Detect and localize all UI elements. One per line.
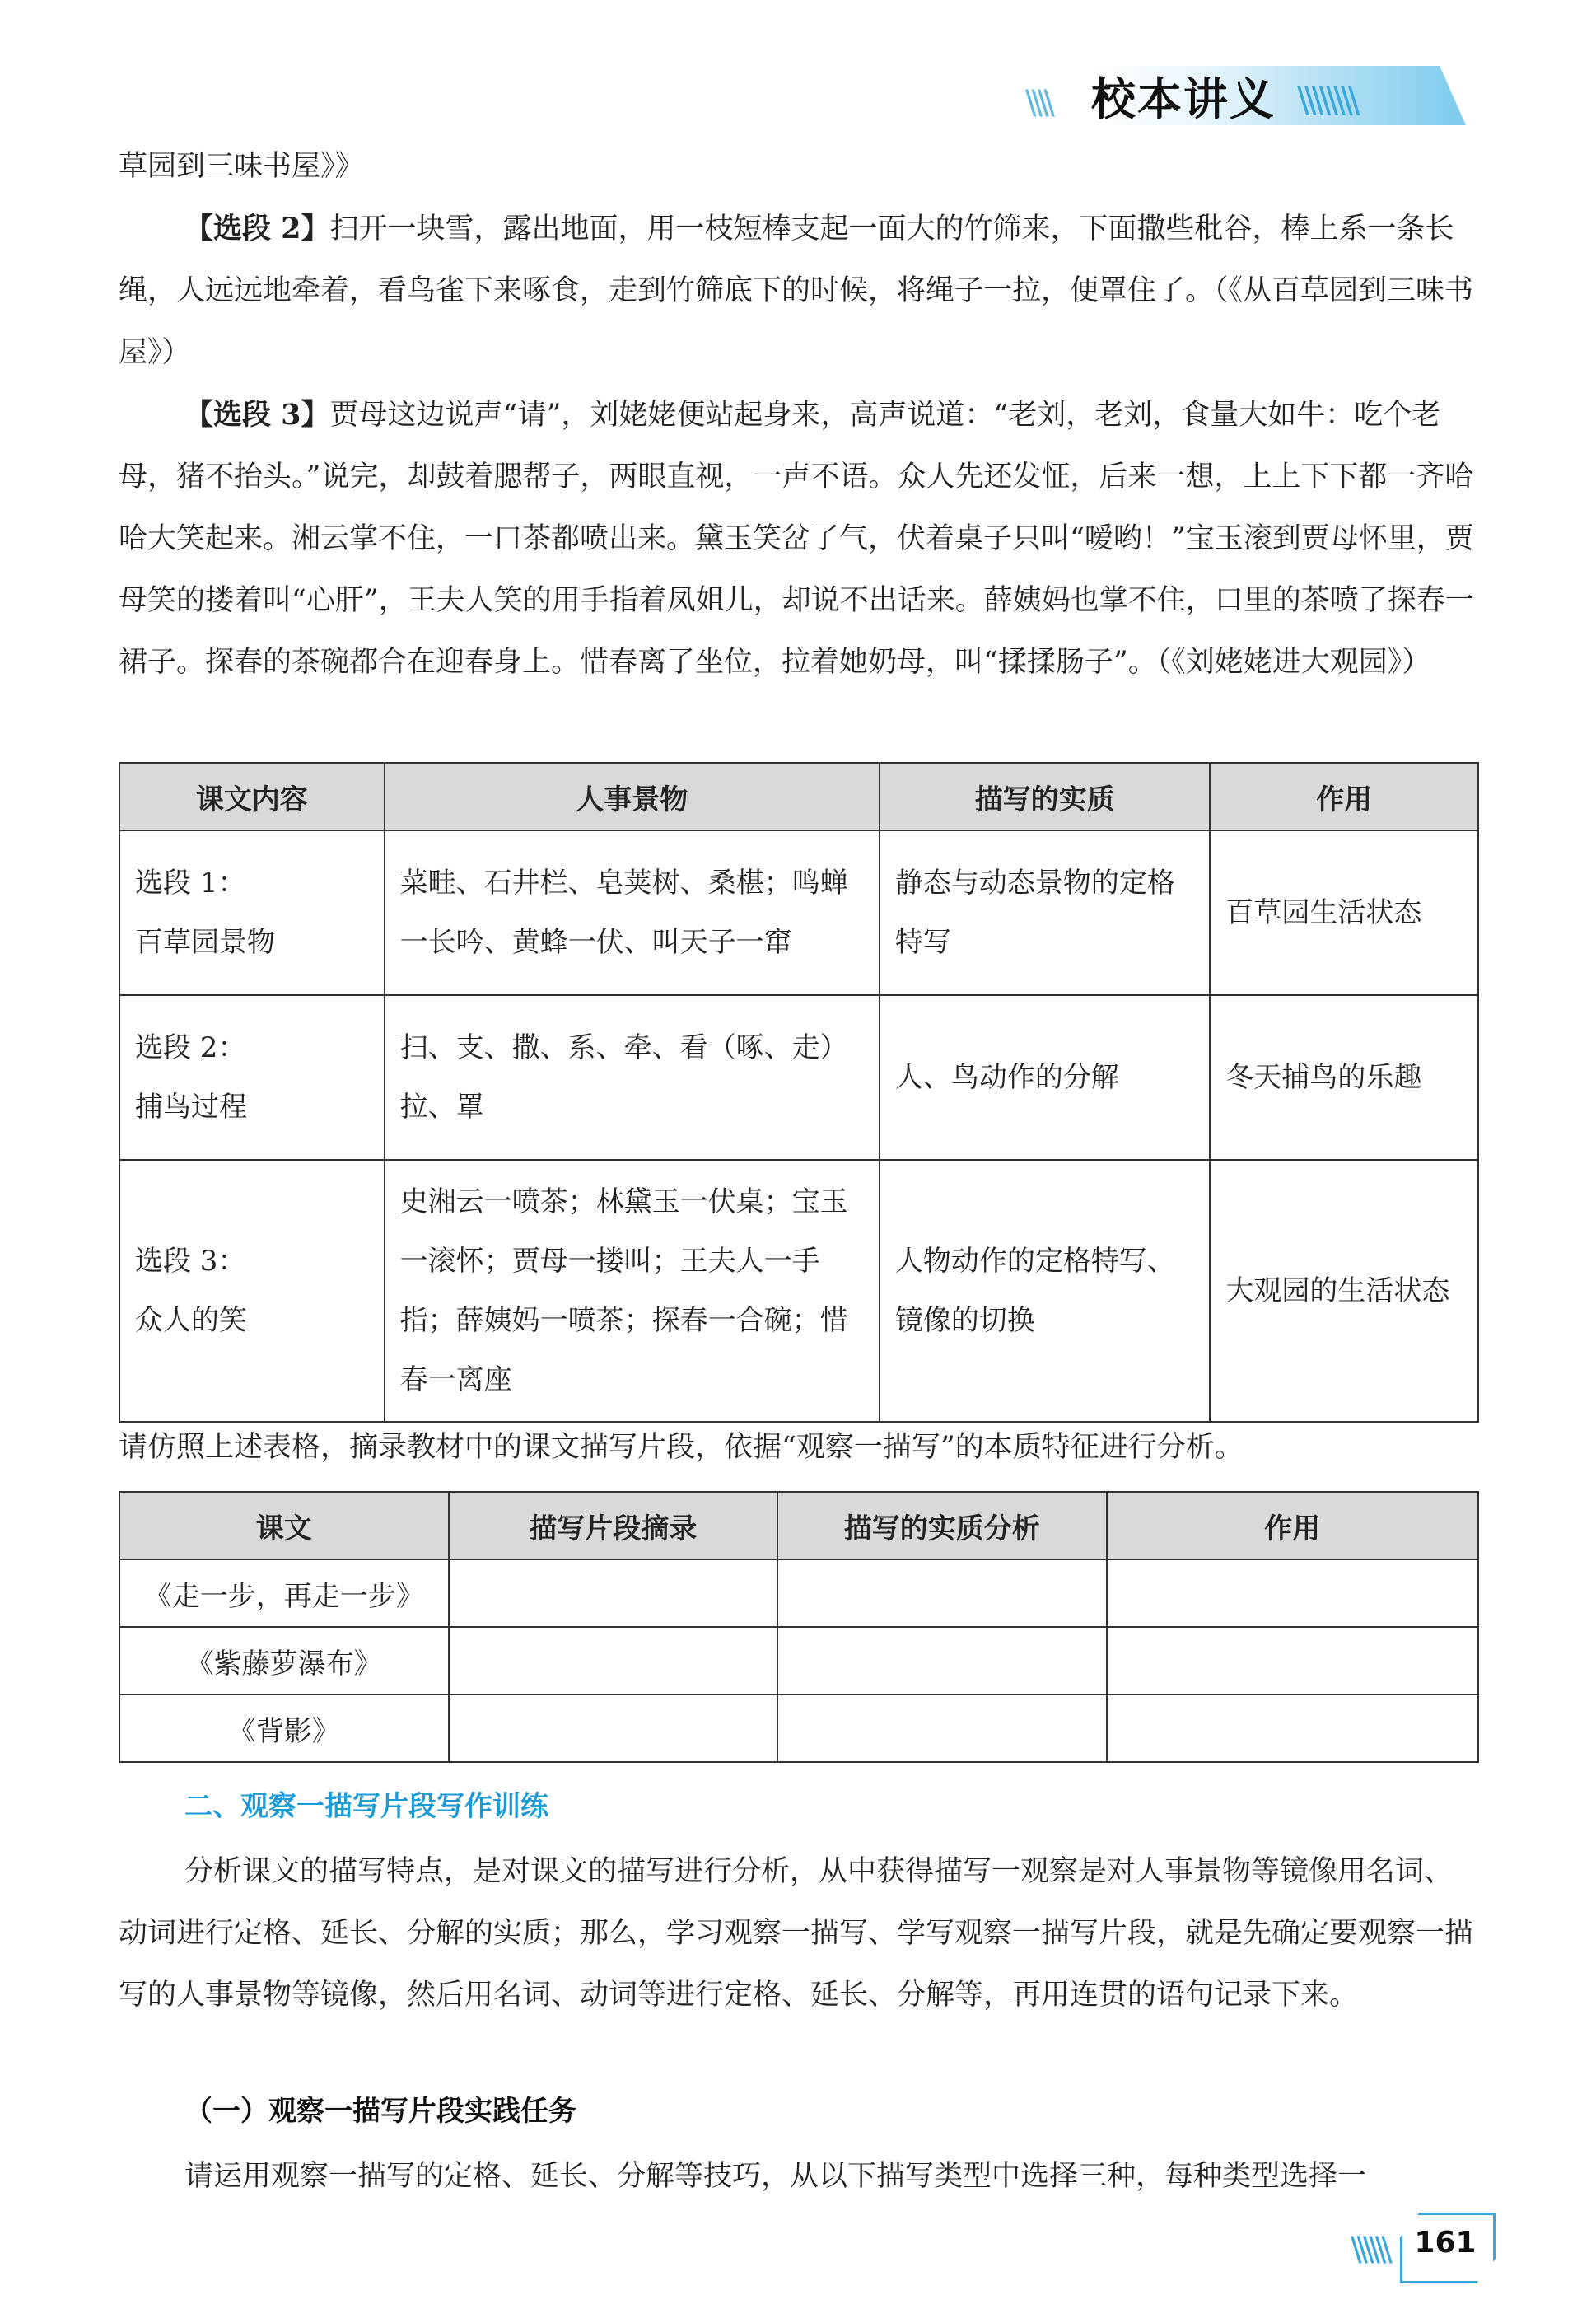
table-cell: 菜畦、石井栏、皂荚树、桑椹；鸣蝉一长吟、黄蜂一伏、叫天子一窜 bbox=[385, 830, 880, 995]
exercise-table bbox=[119, 1491, 1479, 1763]
header-badge bbox=[1025, 59, 1486, 133]
table-header-cell: 描写片段摘录 bbox=[449, 1492, 778, 1559]
table-row bbox=[119, 830, 1478, 995]
blank-cell[interactable] bbox=[1107, 1694, 1478, 1762]
table-header-cell: 课文内容 bbox=[119, 763, 385, 830]
table-cell: 选段 3： 众人的笑 bbox=[119, 1160, 385, 1422]
table-cell: 选段 1： 百草园景物 bbox=[119, 830, 385, 995]
table-header-cell: 描写的实质分析 bbox=[777, 1492, 1107, 1559]
page-number: 161 bbox=[1414, 2226, 1477, 2260]
stripes-decoration: \\\\\\ bbox=[1351, 2231, 1388, 2269]
blank-cell[interactable] bbox=[1107, 1559, 1478, 1627]
table-header-row bbox=[119, 763, 1478, 830]
blank-cell[interactable] bbox=[777, 1627, 1107, 1694]
blank-cell[interactable] bbox=[449, 1627, 778, 1694]
table-cell: 百草园生活状态 bbox=[1210, 830, 1478, 995]
stripes-decoration: \\\\ bbox=[1025, 84, 1050, 122]
table-cell: 大观园的生活状态 bbox=[1210, 1160, 1478, 1422]
paragraph-3-text: 贾母这边说声“请”，刘姥姥便站起身来，高声说道：“老刘，老刘，食量大如牛：吃个老母，猪不抬头。”说完，却鼓着腮帮子，两眼直视，一声不语。众人先还发怔，后来一想，上上下下都一齐哈哈大笑起来。湘云掌不住，一口茶都喷出来。黛玉笑岔了气，伏着桌子只叫“嗳哟！”宝玉滚到贾母怀里，贾母笑的搂着叫“心肝”，王夫人笑的用手指着凤姐儿，却说不出话来。薛姨妈也掌不住，口里的茶喷了探春一裙子。探春的茶碗都合在迎春身上。惜春离了坐位，拉着她奶母，叫“揉揉肠子”。（《刘姥姥进大观园》） bbox=[119, 399, 1474, 679]
section-body: 分析课文的描写特点，是对课文的描写进行分析，从中获得描写一观察是对人事景物等镜像用名词、动词进行定格、延长、分解的实质；那么，学习观察一描写、学写观察一描写片段，就是先确定要观察一描写的人事景物等镜像，然后用名词、动词等进行定格、延长、分解等，再用连贯的语句记录下来。 bbox=[119, 1855, 1474, 2012]
paragraph-2-text: 扫开一块雪，露出地面，用一枝短棒支起一面大的竹筛来，下面撒些秕谷，棒上系一条长绳，人远远地牵着，看鸟雀下来啄食，走到竹筛底下的时候，将绳子一拉，便罩住了。（《从百草园到三味书屋》） bbox=[119, 213, 1474, 369]
table-row bbox=[119, 1160, 1478, 1422]
table-cell: 人、鸟动作的分解 bbox=[880, 995, 1211, 1160]
table-cell: 《紫藤萝瀑布》 bbox=[119, 1627, 449, 1694]
table-cell: 史湘云一喷茶；林黛玉一伏桌；宝玉一滚怀；贾母一搂叫；王夫人一手指；薛姨妈一喷茶；探春一合碗；惜春一离座 bbox=[385, 1160, 880, 1422]
table-header-cell: 人事景物 bbox=[385, 763, 880, 830]
table-row bbox=[119, 1559, 1478, 1627]
paragraph-2 bbox=[119, 198, 1477, 384]
paragraph-3-tag: 【选段 3】 bbox=[184, 398, 330, 432]
table-cell: 人物动作的定格特写、镜像的切换 bbox=[880, 1160, 1211, 1422]
subsection-title: （一）观察一描写片段实践任务 bbox=[184, 2095, 576, 2128]
blank-cell[interactable] bbox=[777, 1559, 1107, 1627]
page-number-badge bbox=[1351, 2208, 1565, 2282]
table-cell: 冬天捕鸟的乐趣 bbox=[1210, 995, 1478, 1160]
section-title: 二、观察一描写片段写作训练 bbox=[184, 1790, 548, 1823]
instruction-text: 请仿照上述表格，摘录教材中的课文描写片段，依据“观察一描写”的本质特征进行分析。 bbox=[119, 1431, 1244, 1464]
table-header-cell: 作用 bbox=[1107, 1492, 1478, 1559]
table-cell: 选段 2： 捕鸟过程 bbox=[119, 995, 385, 1160]
blank-cell[interactable] bbox=[449, 1559, 778, 1627]
table-row bbox=[119, 1627, 1478, 1694]
subsection-body: 请运用观察一描写的定格、延长、分解等技巧，从以下描写类型中选择三种，每种类型选择一 bbox=[184, 2160, 1367, 2193]
table-header-cell: 作用 bbox=[1210, 763, 1478, 830]
intro-tail: 草园到三味书屋》》 bbox=[119, 150, 364, 183]
table-cell: 《背影》 bbox=[119, 1694, 449, 1762]
stripes-decoration: \\\\\\\\ bbox=[1297, 79, 1356, 121]
paragraph-2-tag: 【选段 2】 bbox=[184, 212, 330, 245]
paragraph-3 bbox=[119, 384, 1477, 694]
blank-cell[interactable] bbox=[1107, 1627, 1478, 1694]
table-header-row bbox=[119, 1492, 1478, 1559]
table-cell: 静态与动态景物的定格特写 bbox=[880, 830, 1211, 995]
table-row bbox=[119, 1694, 1478, 1762]
blank-cell[interactable] bbox=[777, 1694, 1107, 1762]
header-title: 校本讲义 bbox=[1091, 73, 1276, 125]
table-header-cell: 课文 bbox=[119, 1492, 449, 1559]
table-row bbox=[119, 995, 1478, 1160]
blank-cell[interactable] bbox=[449, 1694, 778, 1762]
table-cell: 扫、支、撒、系、牵、看（啄、走）拉、罩 bbox=[385, 995, 880, 1160]
intro-block bbox=[119, 136, 1477, 694]
table-header-cell: 描写的实质 bbox=[880, 763, 1211, 830]
table-cell: 《走一步，再走一步》 bbox=[119, 1559, 449, 1627]
analysis-table bbox=[119, 762, 1479, 1423]
